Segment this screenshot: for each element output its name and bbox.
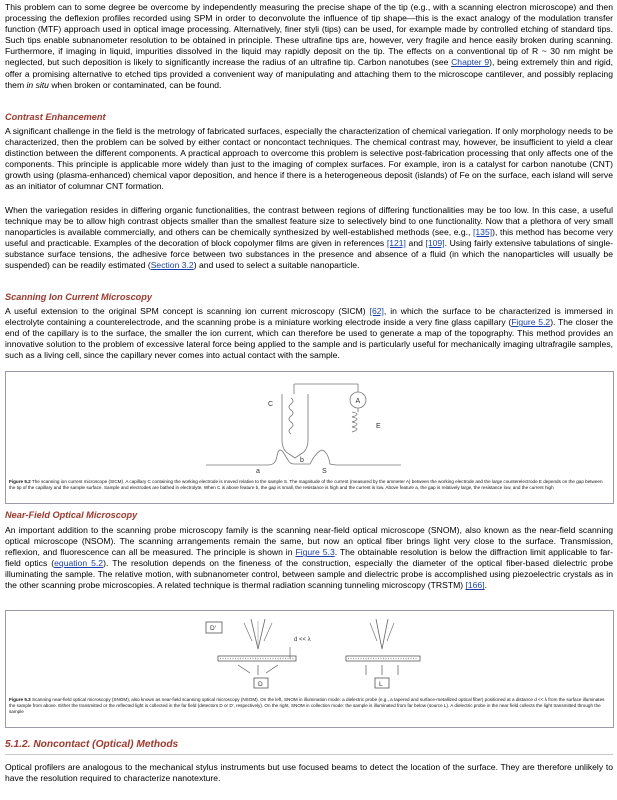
left-sample <box>218 656 296 661</box>
ref-121-link[interactable]: [121] <box>386 238 406 249</box>
left-light-ray-1 <box>244 623 252 641</box>
ref-109-link[interactable]: [109] <box>425 238 445 249</box>
sicm-diagram <box>6 372 613 477</box>
ref-62-link[interactable]: [62] <box>369 306 384 316</box>
snom-diagram <box>6 611 613 695</box>
equation-5-2-link[interactable]: equation 5.2 <box>54 558 104 569</box>
label-l-source: L <box>379 681 383 688</box>
section-3-2-link[interactable]: Section 3.2 <box>150 260 194 271</box>
near-field-heading: Near-Field Optical Microscopy <box>5 510 138 520</box>
section-divider <box>5 754 613 755</box>
figure-5-2-link[interactable]: Figure 5.2 <box>511 317 551 328</box>
sicm-heading: Scanning Ion Current Microscopy <box>5 292 153 302</box>
collected-ray-2 <box>387 623 394 641</box>
figure-5-2 <box>5 371 614 504</box>
left-light-ray-2 <box>264 623 272 641</box>
label-b: b <box>300 457 304 464</box>
contrast-paragraph-1: A significant challenge in the field is the metrology of fabricated surfaces, especially the characterization of chemical variegation. If only morphology needs to be characterized, then the problem can be solved by either contact or noncontact techniques. The chemical contrast may, however, be insufficient to yield a clear distinction between the different components. A practical approach to overcome this problem is selective post-fabrication processing that only affects one of the components. This principle is applicable more widely than just to the imaging of complex surfaces. For example, iron is a catalyst for carbon nanotube (CNT) growth using (plasma-enhanced) chemical vapor deposition, and hence if there is a heterogeneous deposit (islands) of Fe on the surface, each island will serve as an initiator of columnar CNT formation. <box>5 126 613 192</box>
noncontact-paragraph: Optical profilers are analogous to the mechanical stylus instruments but use focused beams to detect the location of the surface. They are therefore unlikely to have the resolution required to characterize nanotexture. <box>5 762 613 784</box>
label-C: C <box>268 401 274 408</box>
capillary-outline <box>282 394 308 458</box>
transmitted-ray-3 <box>266 665 278 673</box>
label-d-lambda: d << λ <box>294 637 311 643</box>
label-dprime: D′ <box>210 625 216 632</box>
chapter-9-link[interactable]: Chapter 9 <box>451 57 490 68</box>
contrast-paragraph-2: When the variegation resides in differing organic functionalities, the contrast between regions of differing functionalities may be too low. In this case, a useful technique may be to allow high contrast objects smaller than the smallest feature size to selectively bind to one functionality. Now that a plethora of very small nanoparticles is available commercially, and others can be chemically synthesized by well-established methods (see, e.g., [135]), this method has become very useful and practicable. Examples of the decoration of block copolymer films are given in references [121] and [109]. Using fairly extensive tabulations of single-substance surface tensions, the adhesive force between two substances in the presence and absence of a fluid (in which the nanoparticles will usually be suspended) can be readily estimated (Section 3.2) and used to select a suitable nanoparticle. <box>5 205 614 271</box>
sicm-paragraph: A useful extension to the original SPM concept is scanning ion current microscopy (SICM) [62], in which the surface to be characterized is immersed in electrolyte containing a counterelectrode, and the scanning probe is a miniature working electrode inside a very fine glass capillary (Figure 5.2). The closer the end of the capillary is to the surface, the smaller the ion current, which can therefore be used to generate a map of the topography. This method provides an innovative solution to the problem of excessive lateral force being applied to the sample and is particularly useful for mechanically imaging ultrafragile samples, such as a living cell, since the capillary never comes into actual contact with the sample. <box>5 306 614 361</box>
intro-paragraph: This problem can to some degree be overcome by independently measuring the precise shape of the tip (e.g., with a scanning electron microscope) and then processing the deflexion profiles recorded using SPM in order to deconvolute the influence of tip shape—this is the exact analogy of the modulation transfer function (MTF) approach used in optical image processing. Alternatively, finer styli (tips) can be used, for example made by controlled etching of standard tips. Such tips enable subnanometer resolution to be obtained in principle. These ultrafine tips are, however, very fragile and hence easily broken during scanning. Furthermore, if imaging in liquid, impurities dissolved in the liquid may rapidly deposit on the tip. The effects on a conventional tip of R ~ 30 nm might be neglected, but such deposition is likely to significantly increase the radius of an ultrafine tip. Carbon nanotubes (see Chapter 9), being extremely thin and rigid, offer a promising alternative to etched tips provided a convenient way of manipulating and attaching them to the microscope cantilever, and possibly replacing them in situ when broken or contaminated, can be found. <box>5 2 613 90</box>
working-electrode-coil <box>289 398 293 434</box>
ref-166-link[interactable]: [166] <box>465 580 485 591</box>
counterelectrode-coil <box>352 412 357 432</box>
figure-5-3-link[interactable]: Figure 5.3 <box>295 547 335 558</box>
transmitted-ray-1 <box>238 665 250 673</box>
contrast-enhancement-heading: Contrast Enhancement <box>5 112 106 122</box>
near-field-paragraph: An important addition to the scanning probe microscopy family is the scanning near-field optical microscope (SNOM), also known as the near-field scanning optical microscope (NSOM). The scanning arrangements remain the same, but now an optical fiber brings light very close to the surface. Transmission, reflexion, and fluorescence can all be measured. The principle is shown in Figure 5.3. The obtainable resolution is below the diffraction limit applicable to far-field optics (equation 5.2). The resolution depends on the fineness of the construction, especially the diameter of the optical fiber-based dielectric probe illuminating the sample. The relative motion, with subnanometer control, between sample and dielectric probe is accomplished using piezoelectric crystals as in the other scanning probe microscopies. A related technique is thermal radiation scanning tunneling microscopy (TRSTM) [166]. <box>5 525 614 591</box>
label-d-detector: D <box>258 681 263 688</box>
collected-ray-1 <box>370 623 377 641</box>
label-E: E <box>376 423 381 430</box>
figure-5-3 <box>5 610 614 728</box>
figure-5-2-caption: Figure 5.2 The scanning ion current microscope (SICM). A capillary C containing the working electrode is moved relative to the sample S. The magnitude of the current (measured by the ammeter A) between the working electrode and the large counterelectrode E depends on the gap between the tip of the capillary and the sample surface. Sample and electrodes are bathed in electrolyte. When C is above feature b, the gap is small, the resistance is high and the current is low. Above feature a, the gap is relatively large, the resistance low, and the current high <box>9 479 603 490</box>
label-a: a <box>256 468 260 475</box>
label-S: S <box>322 468 327 475</box>
figure-5-3-caption: Figure 5.3 Scanning near-field optical microscopy (SNOM), also known as near-field scanning optical microscopy (NSOM). On the left, SNOM in illumination mode: a dielectric probe (e.g., a tapered and surface-metallized optical fiber) positioned at a distance d << λ from the surface illuminates the sample from above. Either the transmitted or the reflected light is collected in the far field (detectors D or D′, respectively). On the right, SNOM in collection mode: the sample is illuminated from far below (source L). A dielectric probe in the near field collects the light transmitted through the sample <box>9 697 605 714</box>
ref-135-link[interactable]: [135] <box>473 227 493 238</box>
right-probe <box>376 619 388 649</box>
label-A: A <box>355 398 361 405</box>
noncontact-methods-heading: 5.1.2. Noncontact (Optical) Methods <box>5 739 179 750</box>
